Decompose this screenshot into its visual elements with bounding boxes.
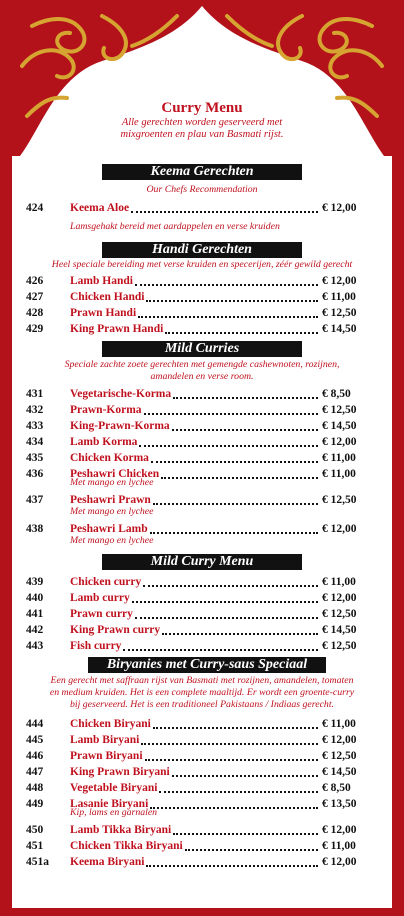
menu-item-row bbox=[12, 796, 392, 812]
item-number: 437 bbox=[26, 494, 44, 506]
item-number: 449 bbox=[26, 798, 44, 810]
item-number: 435 bbox=[26, 452, 44, 464]
dot-leader bbox=[146, 865, 318, 867]
note-line: amandelen en verse room. bbox=[150, 371, 254, 382]
item-number: 431 bbox=[26, 388, 44, 400]
item-name: King Prawn curry bbox=[70, 624, 161, 636]
item-price: € 11,00 bbox=[322, 840, 356, 852]
dot-leader bbox=[161, 477, 318, 479]
item-price: € 12,00 bbox=[322, 734, 357, 746]
item-price: € 11,00 bbox=[322, 468, 356, 480]
item-name: Chicken Korma bbox=[70, 452, 149, 464]
menu-item-row bbox=[12, 822, 392, 838]
item-description: Met mango en lychee bbox=[70, 506, 154, 517]
dot-leader bbox=[151, 461, 318, 463]
item-name: Prawn-Korma bbox=[70, 404, 142, 416]
item-price: € 14,50 bbox=[322, 420, 357, 432]
item-number: 434 bbox=[26, 436, 44, 448]
dot-leader bbox=[159, 791, 318, 793]
dot-leader bbox=[165, 332, 318, 334]
menu-item-row bbox=[12, 732, 392, 748]
dot-leader bbox=[173, 397, 318, 399]
menu-item-row bbox=[12, 716, 392, 732]
item-price: € 12,50 bbox=[322, 640, 357, 652]
item-price: € 12,00 bbox=[322, 523, 357, 535]
dot-leader bbox=[162, 633, 318, 635]
dot-leader bbox=[135, 617, 318, 619]
item-name: Chicken Handi bbox=[70, 291, 145, 303]
item-number: 432 bbox=[26, 404, 44, 416]
item-price: € 12,50 bbox=[322, 307, 357, 319]
dot-leader bbox=[172, 429, 318, 431]
item-name: King Prawn Handi bbox=[70, 323, 164, 335]
note-line: Speciale zachte zoete gerechten met gemengde cashewnoten, rozijnen, bbox=[64, 359, 340, 370]
item-number: 427 bbox=[26, 291, 44, 303]
item-price: € 11,00 bbox=[322, 291, 356, 303]
menu-item-row bbox=[12, 321, 392, 337]
item-name: Lamb Handi bbox=[70, 275, 133, 287]
item-price: € 12,00 bbox=[322, 856, 357, 868]
item-number: 428 bbox=[26, 307, 44, 319]
menu-item-row bbox=[12, 521, 392, 537]
item-number: 438 bbox=[26, 523, 44, 535]
item-name: Chicken curry bbox=[70, 576, 142, 588]
menu-item-row bbox=[12, 574, 392, 590]
dot-leader bbox=[131, 211, 318, 213]
menu-item-row bbox=[12, 838, 392, 854]
item-description: Met mango en lychee bbox=[70, 477, 154, 488]
menu-item-row bbox=[12, 434, 392, 450]
item-price: € 11,00 bbox=[322, 718, 356, 730]
item-name: Keema Aloe bbox=[70, 202, 130, 214]
section-note-handi: Heel speciale bereiding met verse kruiden en specerijen, zéér gewild gerecht bbox=[51, 259, 353, 270]
item-number: 448 bbox=[26, 782, 44, 794]
item-description: Lamsgehakt bereid met aardappelen en verse kruiden bbox=[70, 221, 280, 232]
dot-leader bbox=[138, 316, 318, 318]
dot-leader bbox=[132, 601, 318, 603]
item-name: Keema Biryani bbox=[70, 856, 145, 868]
item-name: Chicken Tikka Biryani bbox=[70, 840, 183, 852]
note-line: en medium kruiden. Het is een complete maaltijd. Er wordt een groente-curry bbox=[49, 687, 355, 698]
item-price: € 14,50 bbox=[322, 323, 357, 335]
item-price: € 8,50 bbox=[322, 782, 351, 794]
item-name: Lamb curry bbox=[70, 592, 130, 604]
item-number: 444 bbox=[26, 718, 44, 730]
item-price: € 14,50 bbox=[322, 624, 357, 636]
item-price: € 11,00 bbox=[322, 452, 356, 464]
item-price: € 12,00 bbox=[322, 275, 357, 287]
item-name: Prawn Handi bbox=[70, 307, 137, 319]
item-name: Lamb Biryani bbox=[70, 734, 140, 746]
dot-leader bbox=[145, 759, 318, 761]
item-number: 443 bbox=[26, 640, 44, 652]
dot-leader bbox=[153, 503, 318, 505]
item-number: 439 bbox=[26, 576, 44, 588]
item-name: Lasanie Biryani bbox=[70, 798, 149, 810]
item-price: € 12,00 bbox=[322, 202, 357, 214]
item-name: Lamb Korma bbox=[70, 436, 138, 448]
menu-item-row bbox=[12, 748, 392, 764]
menu-item-row bbox=[12, 289, 392, 305]
item-number: 424 bbox=[26, 202, 44, 214]
menu-item-row bbox=[12, 466, 392, 482]
dot-leader bbox=[173, 833, 318, 835]
subtitle-line: mixgroenten en plau van Basmati rijst. bbox=[120, 129, 284, 140]
dot-leader bbox=[139, 445, 318, 447]
item-price: € 11,00 bbox=[322, 576, 356, 588]
item-name: Vegetarische-Korma bbox=[70, 388, 172, 400]
menu-item-row bbox=[12, 200, 392, 216]
item-name: King-Prawn-Korma bbox=[70, 420, 170, 432]
section-band-biryani: Biryanies met Curry-saus Speciaal bbox=[88, 657, 326, 673]
dot-leader bbox=[185, 849, 318, 851]
menu-item-row bbox=[12, 606, 392, 622]
item-name: Peshawri Chicken bbox=[70, 468, 160, 480]
note-line: bij geserveerd. Het is een traditioneel Pakistaans / Indiaas gerecht. bbox=[69, 699, 334, 710]
menu-item-row bbox=[12, 590, 392, 606]
menu-item-row bbox=[12, 305, 392, 321]
item-price: € 8,50 bbox=[322, 388, 351, 400]
item-number: 440 bbox=[26, 592, 44, 604]
item-number: 450 bbox=[26, 824, 44, 836]
item-number: 426 bbox=[26, 275, 44, 287]
dot-leader bbox=[143, 585, 318, 587]
section-band-mild-curry-menu: Mild Curry Menu bbox=[102, 554, 302, 570]
dot-leader bbox=[153, 727, 318, 729]
dot-leader bbox=[146, 300, 318, 302]
note-line: Een gerecht met saffraan rijst van Basmati met rozijnen, amandelen, tomaten bbox=[50, 675, 354, 686]
menu-item-row bbox=[12, 764, 392, 780]
subtitle-line: Alle gerechten worden geserveerd met bbox=[121, 117, 283, 128]
dot-leader bbox=[123, 649, 318, 651]
item-price: € 12,50 bbox=[322, 404, 357, 416]
section-band-mild: Mild Curries bbox=[102, 341, 302, 357]
item-name: Vegetable Biryani bbox=[70, 782, 158, 794]
item-name: Peshawri Prawn bbox=[70, 494, 151, 506]
menu-item-row bbox=[12, 386, 392, 402]
item-number: 445 bbox=[26, 734, 44, 746]
menu-item-row bbox=[12, 418, 392, 434]
item-number: 446 bbox=[26, 750, 44, 762]
item-price: € 12,50 bbox=[322, 494, 357, 506]
item-number: 451 bbox=[26, 840, 44, 852]
section-note-mild bbox=[12, 359, 392, 383]
menu-item-row bbox=[12, 273, 392, 289]
item-price: € 12,00 bbox=[322, 436, 357, 448]
menu-item-row bbox=[12, 492, 392, 508]
item-number: 447 bbox=[26, 766, 44, 778]
item-number: 429 bbox=[26, 323, 44, 335]
item-description: Kip, lams en garnalen bbox=[70, 807, 158, 818]
item-price: € 14,50 bbox=[322, 766, 357, 778]
dot-leader bbox=[144, 413, 318, 415]
item-name: Fish curry bbox=[70, 640, 122, 652]
section-band-keema: Keema Gerechten bbox=[102, 164, 302, 180]
menu-item-row bbox=[12, 450, 392, 466]
item-number: 451a bbox=[26, 856, 49, 868]
page-title: Curry Menu bbox=[161, 100, 243, 116]
item-name: Prawn Biryani bbox=[70, 750, 143, 762]
item-price: € 12,00 bbox=[322, 592, 357, 604]
item-price: € 12,50 bbox=[322, 750, 357, 762]
section-note-biryani bbox=[12, 675, 392, 711]
page-subtitle bbox=[12, 117, 392, 141]
item-number: 433 bbox=[26, 420, 44, 432]
item-number: 442 bbox=[26, 624, 44, 636]
item-price: € 12,50 bbox=[322, 608, 357, 620]
menu-item-row bbox=[12, 402, 392, 418]
dot-leader bbox=[135, 284, 318, 286]
dot-leader bbox=[172, 775, 318, 777]
item-description: Met mango en lychee bbox=[70, 535, 154, 546]
dot-leader bbox=[141, 743, 318, 745]
item-name: Peshawri Lamb bbox=[70, 523, 148, 535]
dot-leader bbox=[150, 532, 318, 534]
item-name: Prawn curry bbox=[70, 608, 133, 620]
item-name: King Prawn Biryani bbox=[70, 766, 170, 778]
item-number: 436 bbox=[26, 468, 44, 480]
item-price: € 13,50 bbox=[322, 798, 357, 810]
item-name: Chicken Biryani bbox=[70, 718, 151, 730]
dot-leader bbox=[150, 807, 318, 809]
section-note-keema: Our Chefs Recommendation bbox=[146, 184, 258, 195]
menu-item-row bbox=[12, 854, 392, 870]
menu-item-row bbox=[12, 622, 392, 638]
menu-item-row bbox=[12, 780, 392, 796]
item-price: € 12,00 bbox=[322, 824, 357, 836]
item-name: Lamb Tikka Biryani bbox=[70, 824, 172, 836]
item-number: 441 bbox=[26, 608, 44, 620]
menu-item-row bbox=[12, 638, 392, 654]
section-band-handi: Handi Gerechten bbox=[102, 242, 302, 258]
